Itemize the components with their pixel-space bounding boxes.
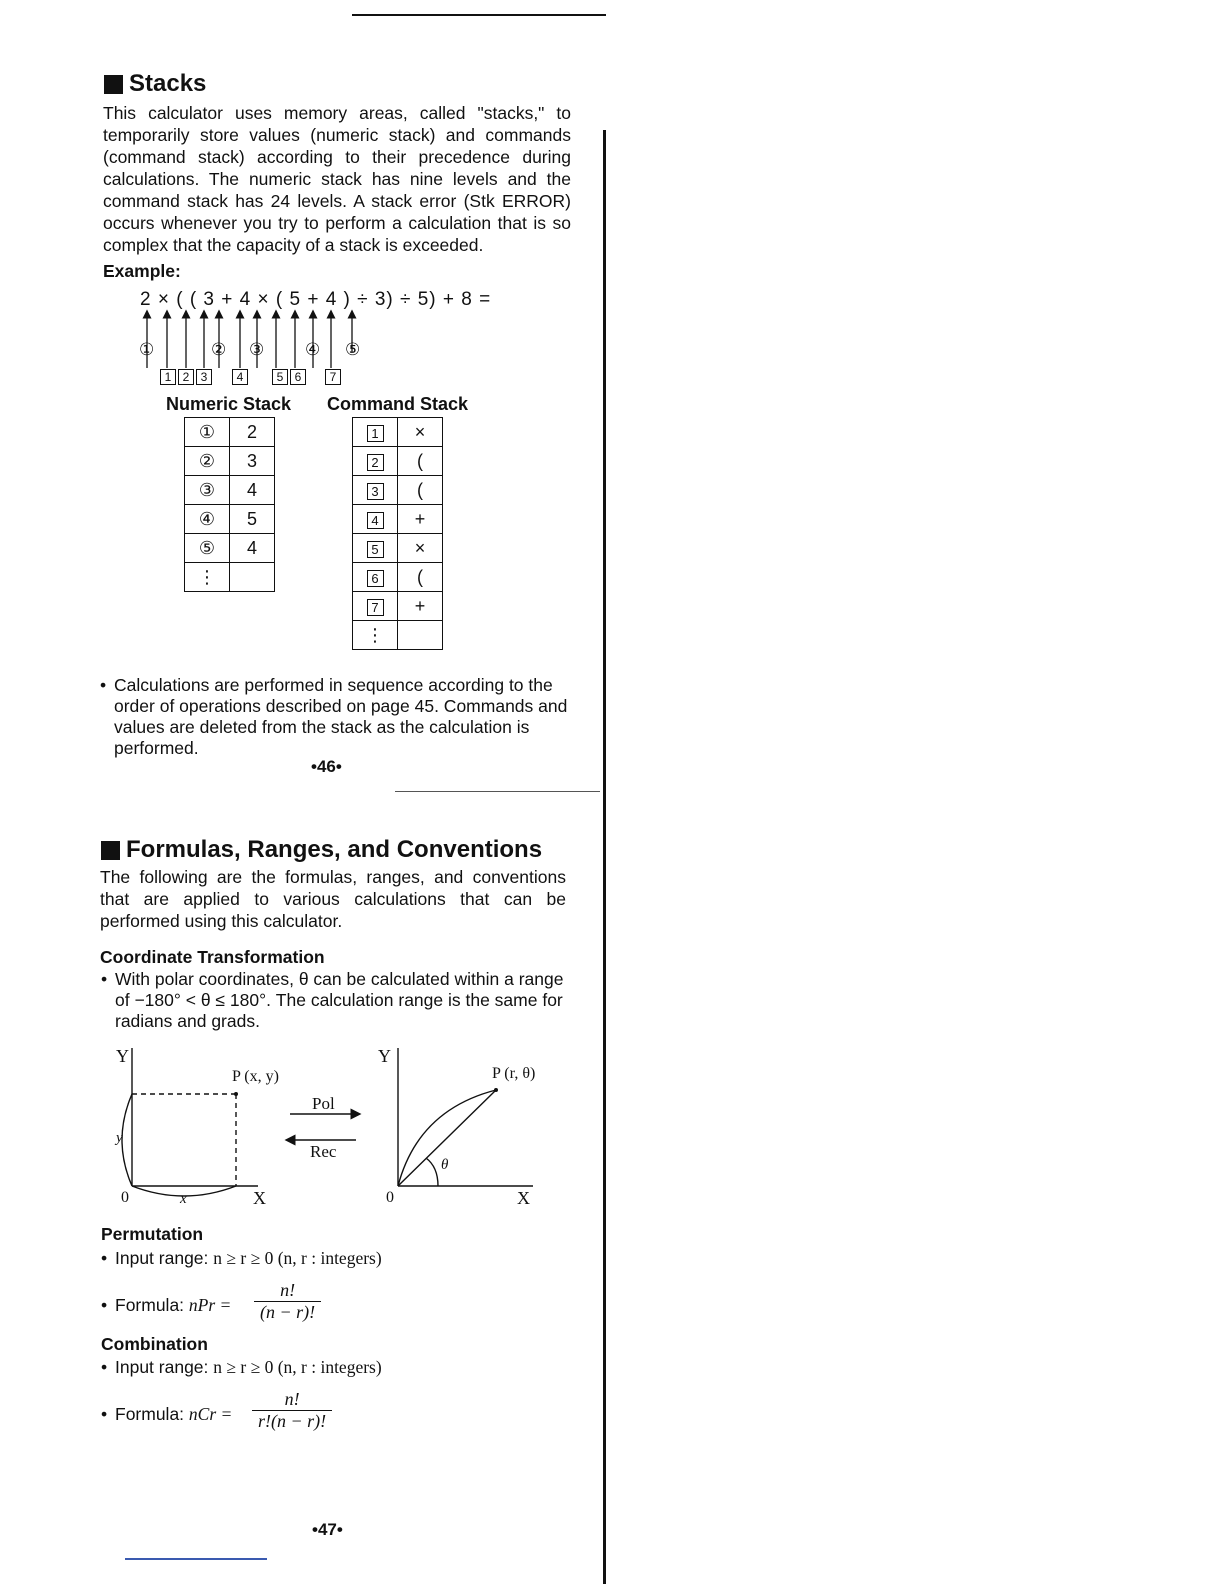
stack-value <box>230 563 275 592</box>
box-marker-3: 3 <box>196 369 212 385</box>
example-expression: 2 × ( ( 3 + 4 × ( 5 + 4 ) ÷ 3) ÷ 5) + 8 = <box>140 289 492 310</box>
expression-arrows <box>130 308 370 370</box>
stacks-heading-text: Stacks <box>129 70 207 97</box>
box-marker-4: 4 <box>232 369 248 385</box>
table-row <box>185 418 275 447</box>
permutation-formula <box>101 1295 231 1316</box>
formulas-heading <box>101 836 542 864</box>
stack-level: ⋮ <box>185 563 230 592</box>
point-p-right <box>494 1088 498 1092</box>
box-marker-2: 2 <box>178 369 194 385</box>
right-origin-label: 0 <box>386 1189 394 1206</box>
combination-fraction <box>252 1389 332 1432</box>
permutation-title: Permutation <box>101 1224 204 1244</box>
left-xvar-label: x <box>180 1191 187 1207</box>
table-row <box>185 447 275 476</box>
stack-level: ③ <box>185 476 230 505</box>
stack-level: 6 <box>367 570 384 587</box>
left-x-label: X <box>253 1188 266 1208</box>
left-y-bracket <box>122 1094 132 1186</box>
combination-range <box>101 1357 382 1378</box>
command-stack-title: Command Stack <box>327 394 469 414</box>
coordinate-transformation-title: Coordinate Transformation <box>100 947 325 967</box>
formulas-intro: The following are the formulas, ranges, and conventions that are applied to various calculations that can be performed using this calculator. <box>100 867 566 931</box>
permutation-range-value: n ≥ r ≥ 0 (n, r : integers) <box>213 1248 382 1268</box>
stacks-intro: This calculator uses memory areas, called "stacks," to temporarily store values (numeric stack) and commands (command stack) according to their precedence during calculations. The numeric stack has nine levels and the command stack has 24 levels. A stack error (Stk ERROR) occurs whenever you try to perform a calculation that is so complex that the capacity of a stack is exceeded. <box>103 103 571 255</box>
stack-value: ( <box>398 476 443 505</box>
table-row <box>185 534 275 563</box>
stack-note: • Calculations are performed in sequence according to the order of operations described on page 45. Commands and values are deleted from the stack as the calculation is performed. <box>100 675 580 759</box>
stack-value: 3 <box>230 447 275 476</box>
stack-value: 4 <box>230 476 275 505</box>
left-point-label: P (x, y) <box>232 1068 279 1085</box>
table-row <box>353 418 443 447</box>
numeric-stack-table <box>184 417 275 592</box>
coordinate-bullet: • With polar coordinates, θ can be calculated within a range of −180° < θ ≤ 180°. The calculation range is the same for radians and grads. <box>101 969 579 1032</box>
permutation-range <box>101 1248 382 1269</box>
box-marker-5: 5 <box>272 369 288 385</box>
circle-marker-4: ④ <box>305 340 321 359</box>
stack-level: 2 <box>367 454 384 471</box>
numeric-stack-title: Numeric Stack <box>166 394 292 414</box>
table-row <box>185 563 275 592</box>
box-marker-6: 6 <box>290 369 306 385</box>
stack-value <box>398 621 443 650</box>
left-y-label: Y <box>116 1046 129 1066</box>
combination-denominator: r!(n − r)! <box>252 1410 332 1432</box>
stack-level: ⑤ <box>185 534 230 563</box>
table-row <box>185 476 275 505</box>
page-number-46: •46• <box>311 757 342 776</box>
stack-level: ⋮ <box>353 621 398 650</box>
formulas-heading-text: Formulas, Ranges, and Conventions <box>126 836 543 863</box>
table-row <box>185 505 275 534</box>
combination-numerator: n! <box>284 1389 300 1409</box>
stack-value: 2 <box>230 418 275 447</box>
stack-value: + <box>398 592 443 621</box>
table-row <box>353 563 443 592</box>
combination-formula-lhs: nCr = <box>188 1404 233 1424</box>
stack-level: 5 <box>367 541 384 558</box>
point-p-left <box>234 1092 238 1096</box>
stack-value: 4 <box>230 534 275 563</box>
combination-title: Combination <box>101 1334 208 1354</box>
combination-formula-label: Formula: <box>115 1404 185 1424</box>
left-origin-label: 0 <box>121 1189 129 1206</box>
top-rule <box>352 14 606 16</box>
bottom-link-rule <box>125 1558 267 1560</box>
page-divider-vertical <box>603 130 606 1584</box>
permutation-formula-lhs: nPr = <box>188 1295 232 1315</box>
right-y-label: Y <box>378 1046 391 1066</box>
stack-value: ( <box>398 563 443 592</box>
rec-label: Rec <box>310 1142 337 1161</box>
stack-value: ( <box>398 447 443 476</box>
stack-level: 3 <box>367 483 384 500</box>
stack-level-cell <box>353 563 398 592</box>
stack-value: × <box>398 534 443 563</box>
box-marker-1: 1 <box>160 369 176 385</box>
coordinate-diagram <box>108 1042 558 1214</box>
heading-square-icon <box>104 75 123 94</box>
permutation-range-label: Input range: <box>115 1248 209 1268</box>
table-row <box>353 592 443 621</box>
table-row <box>353 447 443 476</box>
heading-square-icon <box>101 841 120 860</box>
combination-formula <box>101 1404 232 1425</box>
command-stack-table <box>352 417 443 650</box>
permutation-denominator: (n − r)! <box>254 1301 321 1323</box>
table-row <box>353 505 443 534</box>
stack-level: 4 <box>367 512 384 529</box>
pol-label: Pol <box>312 1094 335 1113</box>
combination-range-label: Input range: <box>115 1357 209 1377</box>
stack-level-cell <box>353 505 398 534</box>
stack-level: ④ <box>185 505 230 534</box>
stack-level-cell <box>353 534 398 563</box>
table-row <box>353 534 443 563</box>
box-marker-7: 7 <box>325 369 341 385</box>
permutation-numerator: n! <box>280 1280 296 1300</box>
stack-level-cell <box>353 592 398 621</box>
stack-level-cell <box>353 418 398 447</box>
stacks-heading <box>104 70 206 98</box>
stack-value: 5 <box>230 505 275 534</box>
permutation-fraction <box>254 1280 321 1323</box>
table-row <box>353 621 443 650</box>
circle-marker-3: ③ <box>249 340 265 359</box>
stack-value: + <box>398 505 443 534</box>
table-row <box>353 476 443 505</box>
left-yvar-label: y <box>116 1130 123 1146</box>
combination-range-value: n ≥ r ≥ 0 (n, r : integers) <box>213 1357 382 1377</box>
right-point-label: P (r, θ) <box>492 1065 536 1082</box>
right-x-label: X <box>517 1188 530 1208</box>
stack-level: ① <box>185 418 230 447</box>
theta-label: θ <box>441 1157 449 1173</box>
stack-level-cell <box>353 476 398 505</box>
theta-arc <box>426 1158 438 1186</box>
circle-marker-1: ① <box>139 340 155 359</box>
stack-level: 7 <box>367 599 384 616</box>
stack-level: ② <box>185 447 230 476</box>
circle-marker-5: ⑤ <box>345 340 361 359</box>
stack-level: 1 <box>367 425 384 442</box>
stack-value: × <box>398 418 443 447</box>
page-break-rule <box>395 791 600 792</box>
page-number-47: •47• <box>312 1520 343 1539</box>
example-label: Example: <box>103 261 181 281</box>
permutation-formula-label: Formula: <box>115 1295 185 1315</box>
stack-level-cell <box>353 447 398 476</box>
circle-marker-2: ② <box>211 340 227 359</box>
